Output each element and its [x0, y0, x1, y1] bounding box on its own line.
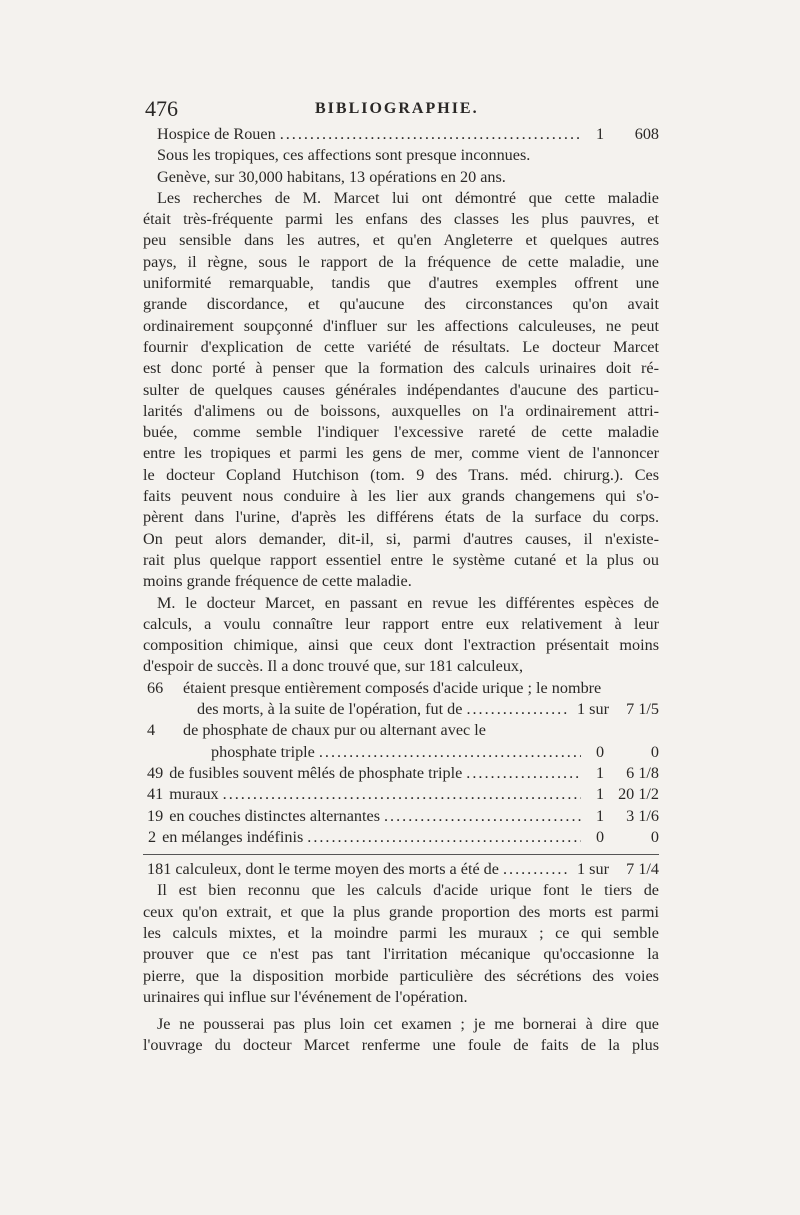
page-body — [143, 124, 659, 1057]
table-row: 49 de fusibles souvent mêlés de phosphate triple ..... 1 6 1/8 — [147, 763, 659, 784]
dotted-row-rouen: Hospice de Rouen ..... 1 608 — [143, 124, 659, 145]
paragraph-conclusion: Je ne pousserai pas plus loin cet examen ; je me bornerai à dire que l'ouvrage du docteur Marcet renferme une foule de faits de la plus — [143, 1015, 659, 1055]
text-line: Genève, sur 30,000 habitans, 13 opérations en 20 ans. — [157, 167, 506, 186]
table-total-rule — [143, 854, 659, 855]
table-row: 4 de phosphate de chaux pur ou alternant avec le — [147, 721, 486, 740]
running-title: BIBLIOGRAPHIE. — [315, 100, 479, 117]
paragraph-acide-urique: Il est bien reconnu que les calculs d'acide urique font le tiers de ceux qu'on extrait, et que la plus grande proportion des morts est parmi les calculs mixtes, et la moindre parmi les muraux ; ce qui semble prouver que ce n'est pas tant l'irritation mécanique qu'occasionne la pierre, que la disposition morbide particulière des sécrétions des voies urinaires qui influe sur l'événement de l'opération. — [143, 881, 659, 1006]
page-header — [145, 96, 665, 126]
table-row: 2 en mélanges indéfinis ..... 0 0 — [147, 827, 659, 848]
text-line: Sous les tropiques, ces affections sont presque inconnues. — [157, 146, 531, 165]
paragraph-recherches: Les recherches de M. Marcet lui ont démontré que cette maladie était très-fréquente parmi les enfans des classes les plus pauvres, et peu sensible dans les autres, et qu'en Angleterre et quelques autres pays, il règne, sous le rapport de la fréquence de cette maladie, une uniformité remarquable, tandis que d'autres exemples offrent une grande discordance, et qu'aucune des circonstances qu'on avait ordinairement soupçonné d'influer sur les affections calculeuses, ne peut fournir d'explication de cette variété de résultats. Le docteur Marcet est donc porté à penser que la formation des calculs urinaires doit ré- sulter de quelques causes générales indépendantes d'aucune des particu- larités d'alimens ou de boissons, auxquelles on l'a ordinairement attri- buée, comme semble l'indiquer l'excessive rareté de cette maladie entre les tropiques et parmi les gens de mer, comme vient de l'annoncer le docteur Copland Hutchison (tom. 9 des Trans. méd. chirurg.). Ces faits peuvent nous conduire à les lier aux grands changemens qui s'o- pèrent dans l'urine, d'après les différens états de la surface du corps. On peut alors demander, dit-il, si, parmi d'autres causes, il n'existe- rait plus quelque rapport essentiel entre le système cutané et la plus ou moins grande fréquence de cette maladie. — [143, 188, 659, 591]
page-number: 476 — [145, 96, 178, 121]
table-row: 66 étaient presque entièrement composés d'acide urique ; le nombre — [147, 678, 602, 697]
table-total-row: 181 calculeux, dont le terme moyen des morts a été de ..... 1 sur 7 1/4 — [143, 859, 659, 880]
table-row: 19 en couches distinctes alternantes ..... 1 3 1/6 — [147, 806, 659, 827]
paragraph-marcet-calculs: M. le docteur Marcet, en passant en revue les différentes espèces de calculs, a voulu connaître leur rapport entre eux relativement à leur composition chimique, ainsi que ceux dont l'extraction présentait moins d'espoir de succès. Il a donc trouvé que, sur 181 calculeux, — [143, 593, 659, 676]
table-row: 41 muraux ..... 1 20 1/2 — [147, 784, 659, 805]
calculi-table — [143, 678, 659, 848]
table-row: des morts, à la suite de l'opération, fut de ..... 1 sur 7 1/5 — [147, 699, 659, 720]
table-row: phosphate triple ..... 0 0 — [147, 742, 659, 763]
